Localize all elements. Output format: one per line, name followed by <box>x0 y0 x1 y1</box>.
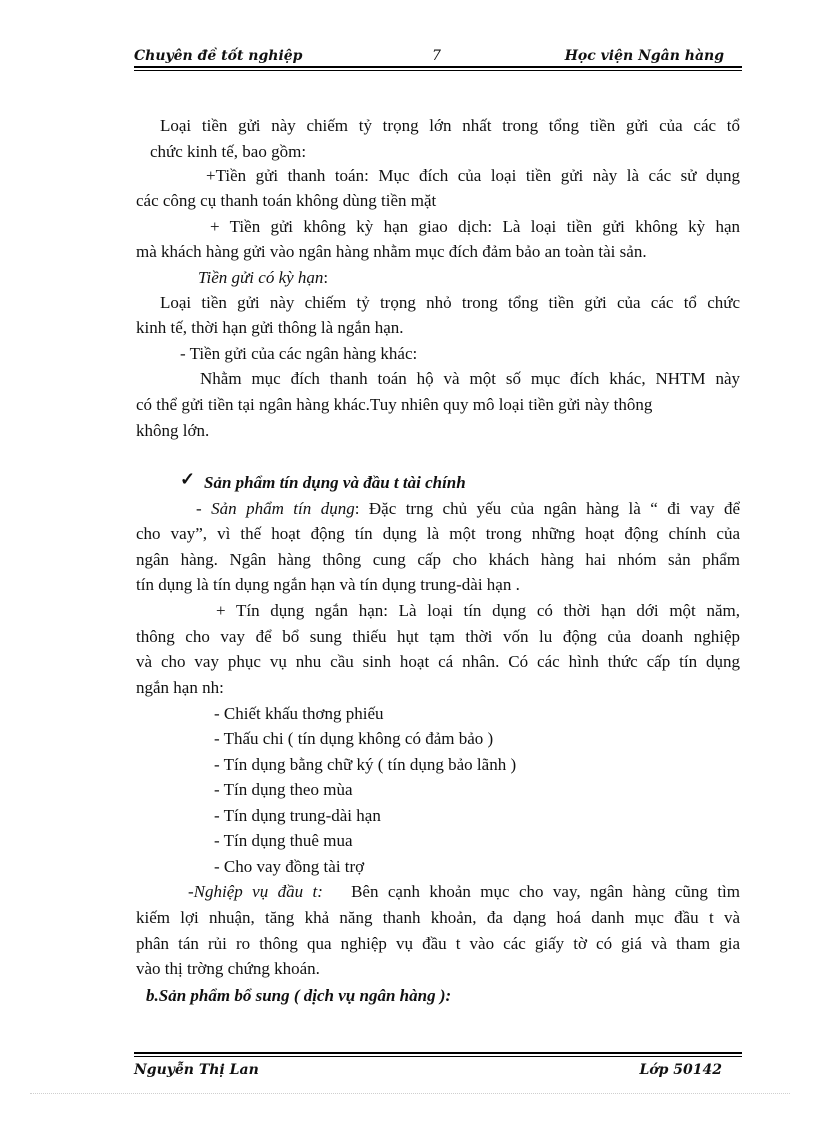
section-heading: Sản phẩm tín dụng và đầu t tài chính <box>204 473 466 492</box>
page-footer <box>134 1062 742 1082</box>
paragraph-line: và cho vay phục vụ nhu cầu sinh hoạt cá nhân. Có các hình thức cấp tín dụng <box>136 652 740 671</box>
paragraph-line: Nhằm mục đích thanh toán hộ và một số mục đích khác, NHTM này <box>200 369 740 388</box>
paragraph-line: + Tín dụng ngắn hạn: Là loại tín dụng có thời hạn dới một năm, <box>216 601 740 620</box>
paragraph-line: phân tán rủi ro thông qua nghiệp vụ đầu t vào các giấy tờ có giá và tham gia <box>136 934 740 953</box>
credit-product-definition: : Đặc trng chủ yếu của ngân hàng là “ đi vay để <box>354 499 740 518</box>
paragraph-line: chức kinh tế, bao gồm: <box>150 142 307 161</box>
paragraph-line: ngắn hạn nh: <box>136 678 224 697</box>
paragraph-line: không lớn. <box>136 421 210 440</box>
header-institution: Học viện Ngân hàng <box>564 48 724 64</box>
paragraph-line: thông cho vay để bổ sung thiếu hụt tạm thời vốn lu động của doanh nghiệp <box>136 627 740 646</box>
paragraph-line: mà khách hàng gửi vào ngân hàng nhằm mục đích đảm bảo an toàn tài sản. <box>136 242 647 261</box>
list-item: - Thấu chi ( tín dụng không có đảm bảo ) <box>214 729 494 748</box>
page-bottom-dotted-line <box>30 1093 790 1094</box>
paragraph-line: Loại tiền gửi này chiếm tỷ trọng nhỏ trong tổng tiền gửi của các tổ chức <box>160 293 740 312</box>
page-header <box>134 48 742 68</box>
paragraph-line <box>196 499 740 519</box>
subheading-term-deposit: Tiền gửi có kỳ hạn <box>198 268 324 287</box>
section-heading: b.Sản phẩm bổ sung ( dịch vụ ngân hàng ): <box>146 986 452 1005</box>
paragraph-line <box>188 882 740 902</box>
list-item: - Tín dụng bằng chữ ký ( tín dụng bảo lãnh ) <box>214 755 517 774</box>
subheading-line <box>198 268 328 288</box>
paragraph-line: Loại tiền gửi này chiếm tỷ trọng lớn nhất trong tổng tiền gửi của các tổ <box>160 116 740 135</box>
footer-class: Lớp 50142 <box>639 1062 722 1078</box>
footer-author: Nguyễn Thị Lan <box>134 1062 259 1078</box>
footer-rule-thin <box>134 1056 742 1057</box>
list-item: - Tín dụng trung-dài hạn <box>214 806 381 825</box>
header-rule-thick <box>134 66 742 68</box>
paragraph-line: tín dụng là tín dụng ngắn hạn và tín dụng trung-dài hạn . <box>136 575 520 594</box>
credit-product-term: - Sản phẩm tín dụng <box>196 499 355 518</box>
list-item: - Cho vay đồng tài trợ <box>214 857 365 876</box>
header-title: Chuyên đề tốt nghiệp <box>134 48 303 64</box>
paragraph-line: kiếm lợi nhuận, tăng khả năng thanh khoản, đa dạng hoá danh mục đầu t và <box>136 908 740 927</box>
paragraph-line: ngân hàng. Ngân hàng thông cung cấp cho khách hàng hai nhóm sản phẩm <box>136 550 740 569</box>
footer-rule-thick <box>134 1052 742 1054</box>
page-number: 7 <box>432 48 441 64</box>
list-item: - Chiết khấu thơng phiếu <box>214 704 384 723</box>
paragraph-line: vào thị trờng chứng khoán. <box>136 959 320 978</box>
investment-term: -Nghiệp vụ đầu t: <box>188 882 323 901</box>
paragraph-line: + Tiền gửi không kỳ hạn giao dịch: Là loại tiền gửi không kỳ hạn <box>210 217 740 236</box>
checkmark-icon: ✓ <box>180 469 196 489</box>
investment-definition: Bên cạnh khoản mục cho vay, ngân hàng cũng tìm <box>351 882 740 901</box>
header-rule-thin <box>134 70 742 71</box>
paragraph-line: kinh tế, thời hạn gửi thông là ngắn hạn. <box>136 318 404 337</box>
paragraph-line: cho vay”, vì thế hoạt động tín dụng là một trong những hoạt động chính của <box>136 524 740 543</box>
paragraph-line: có thể gửi tiền tại ngân hàng khác.Tuy nhiên quy mô loại tiền gửi này thông <box>136 395 653 414</box>
list-item: - Tín dụng theo mùa <box>214 780 353 799</box>
subheading-colon: : <box>323 268 329 287</box>
paragraph-line: +Tiền gửi thanh toán: Mục đích của loại tiền gửi này là các sử dụng <box>206 166 740 185</box>
paragraph-line: các công cụ thanh toán không dùng tiền mặt <box>136 191 437 210</box>
list-item: - Tín dụng thuê mua <box>214 831 353 850</box>
paragraph-line: - Tiền gửi của các ngân hàng khác: <box>180 344 418 363</box>
